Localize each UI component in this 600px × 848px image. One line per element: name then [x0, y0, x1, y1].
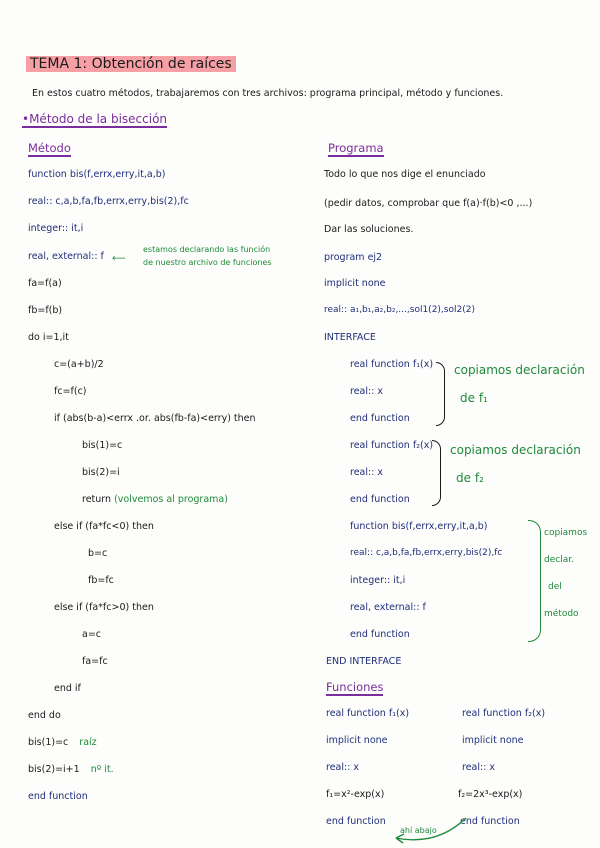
code-line: do i=1,it	[28, 332, 69, 343]
funciones-header-text: Funciones	[326, 680, 384, 694]
page-title	[26, 56, 236, 72]
code-line: function bis(f,errx,erry,it,a,b)	[28, 169, 166, 180]
code-line: real:: c,a,b,fa,fb,errx,erry,bis(2),fc	[350, 548, 503, 558]
code-line: end do	[28, 710, 61, 721]
code-line: bis(2)=i	[82, 467, 120, 478]
code-line: fa=f(a)	[28, 278, 62, 289]
code-line: fb=fc	[88, 575, 114, 586]
code-line: real:: x	[462, 762, 496, 773]
code-line: fa=fc	[82, 656, 108, 667]
code-line	[82, 494, 228, 505]
brace	[432, 440, 441, 506]
brace	[436, 362, 445, 426]
code-line: INTERFACE	[324, 332, 376, 343]
code-line: integer:: it,i	[350, 575, 406, 586]
section-title	[22, 112, 167, 126]
code-line: real, external:: f	[350, 602, 426, 613]
programa-header-text: Programa	[328, 141, 384, 155]
code-line: fc=f(c)	[54, 386, 87, 397]
annotation-f2	[450, 436, 581, 492]
code-line: real function f₂(x)	[350, 440, 434, 451]
code-bis1: bis(1)=c	[28, 737, 69, 748]
code-line: b=c	[88, 548, 108, 559]
code-line: END INTERFACE	[326, 656, 402, 667]
code-line: f₂=2x³-exp(x)	[458, 789, 523, 800]
arrow-left-icon: ⟵	[112, 253, 126, 264]
annotation-line: declar.	[544, 555, 574, 565]
code-line: end function	[460, 816, 520, 827]
code-line: implicit none	[324, 278, 386, 289]
annotation-line: copiamos	[544, 528, 588, 538]
code-line: f₁=x²-exp(x)	[326, 789, 385, 800]
code-line: implicit none	[326, 735, 388, 746]
annotation-metodo	[544, 520, 587, 628]
annotation-line: copiamos declaración	[450, 443, 581, 457]
code-line: end function	[350, 413, 410, 424]
annotation-nit: nº it.	[90, 764, 114, 775]
annotation-line: de f₂	[456, 471, 484, 485]
title-text: TEMA 1: Obtención de raíces	[26, 56, 236, 72]
code-line: end function	[350, 629, 410, 640]
code-line: real function f₁(x)	[350, 359, 434, 370]
code-line: fb=f(b)	[28, 305, 63, 316]
brace	[528, 520, 541, 642]
code-line: if (abs(b-a)<errx .or. abs(fb-fa)<erry) then	[54, 413, 256, 424]
text-line: (pedir datos, comprobar que f(a)·f(b)<0 ,...)	[324, 198, 533, 209]
code-line: else if (fa*fc<0) then	[54, 521, 154, 532]
metodo-header	[28, 141, 71, 155]
annotation-f1	[454, 356, 585, 412]
annotation-raiz: raíz	[79, 737, 97, 748]
metodo-header-text: Método	[28, 141, 71, 155]
code-line: else if (fa*fc>0) then	[54, 602, 154, 613]
code-line: real function f₂(x)	[462, 708, 546, 719]
annotation-line: copiamos declaración	[454, 363, 585, 377]
annotation-line: método	[544, 609, 579, 619]
code-line: real:: c,a,b,fa,fb,errx,erry,bis(2),fc	[28, 196, 189, 207]
code-line: implicit none	[462, 735, 524, 746]
annotation-line: estamos declarando las función	[143, 245, 271, 254]
code-line: end function	[326, 816, 386, 827]
annotation-abajo: ahí abajo	[400, 826, 437, 835]
code-line: real, external:: f	[28, 251, 104, 262]
intro-text: En estos cuatro métodos, trabajaremos con tres archivos: programa principal, método y funciones.	[32, 88, 504, 99]
code-line: real:: x	[350, 386, 384, 397]
text-line: Todo lo que nos dige el enunciado	[324, 169, 486, 180]
code-line: bis(1)=c	[82, 440, 123, 451]
code-bis2: bis(2)=i+1	[28, 764, 80, 775]
code-line: real:: x	[350, 467, 384, 478]
annotation-return: (volvemos al programa)	[114, 494, 228, 505]
annotation-line: de nuestro archivo de funciones	[143, 258, 272, 267]
code-return: return	[82, 494, 112, 505]
code-line: integer:: it,i	[28, 223, 84, 234]
funciones-header	[326, 680, 383, 694]
code-line: end function	[350, 494, 410, 505]
text-line: Dar las soluciones.	[324, 224, 414, 235]
code-line: program ej2	[324, 252, 383, 263]
code-line: end function	[28, 791, 88, 802]
annotation-line: del	[548, 582, 562, 592]
annotation-external	[143, 243, 272, 269]
code-line: function bis(f,errx,erry,it,a,b)	[350, 521, 488, 532]
code-line: a=c	[82, 629, 102, 640]
code-line	[28, 737, 97, 748]
code-line: c=(a+b)/2	[54, 359, 104, 370]
section-title-text: •Método de la bisección	[22, 112, 168, 126]
code-line	[28, 764, 114, 775]
annotation-line: de f₁	[460, 391, 488, 405]
programa-header	[328, 141, 384, 155]
code-line: real:: a₁,b₁,a₂,b₂,...,sol1(2),sol2(2)	[324, 305, 475, 315]
code-line: real:: x	[326, 762, 360, 773]
code-line: end if	[54, 683, 81, 694]
code-line: real function f₁(x)	[326, 708, 410, 719]
